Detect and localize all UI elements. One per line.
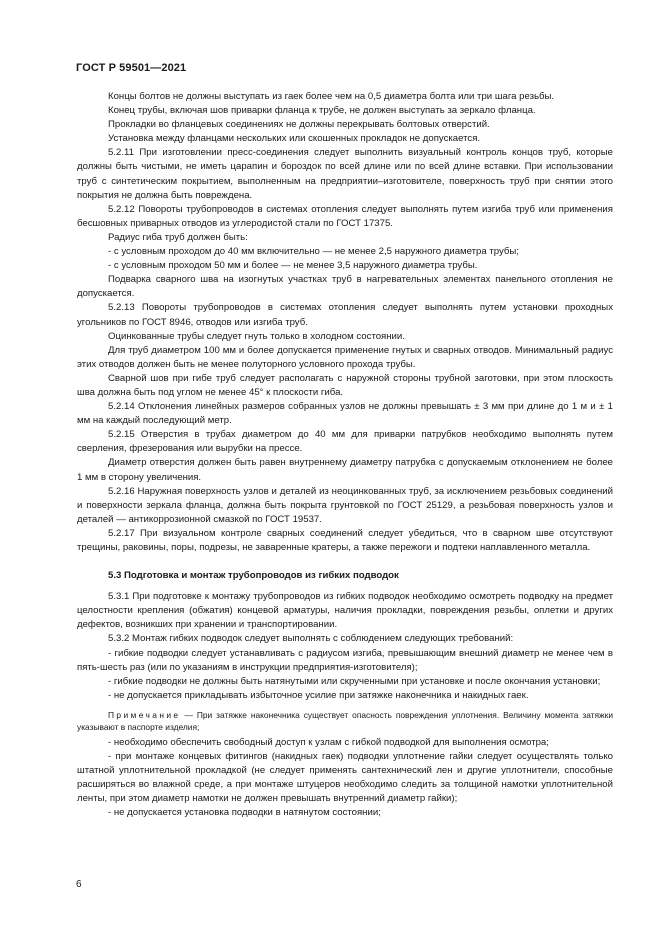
clause-5-3-2: 5.3.2 Монтаж гибких подводок следует выполнять с соблюдением следующих требований: <box>108 633 514 645</box>
list-item: - не допускается установка подводки в натянутом состоянии; <box>108 807 381 818</box>
list-item: - необходимо обеспечить свободный доступ к узлам с гибкой подводкой для выполнения осмотра; <box>108 736 549 748</box>
note-label: Примечание <box>108 709 181 720</box>
section-heading: 5.3 Подготовка и монтаж трубопроводов из гибких подводок <box>108 570 399 582</box>
paragraph: Диаметр отверстия должен быть равен внутреннему диаметру патрубка с допускаемым отклонением не более 1 мм в сторону увеличения. <box>77 457 613 483</box>
paragraph: Оцинкованные трубы следует гнуть только в холодном состоянии. <box>108 330 405 342</box>
list-item: - с условным проходом 50 мм и более — не менее 3,5 наружного диаметра трубы. <box>108 260 478 272</box>
list-item: - не допускается прикладывать избыточное усилие при затяжке наконечника и накидных гаек. <box>108 689 529 701</box>
list-item: - гибкие подводки следует устанавливать с радиусом изгиба, превышающим внешний диаметр не менее чем в пять-шесть раз (или по указаниям в инструкции предприятия-изготовителя); <box>77 647 613 673</box>
paragraph: Сварной шов при гибе труб следует располагать с наружной стороны трубной заготовки, при этом плоскость шва должна быть под углом не менее 45° к плоскости гиба. <box>77 372 613 398</box>
document-body <box>77 90 613 820</box>
clause-5-2-13: 5.2.13 Повороты трубопроводов в системах отопления следует выполнять путем установки проходных угольников по ГОСТ 8946, отводов или изгиба труб. <box>77 302 613 328</box>
note <box>77 709 613 734</box>
clause-5-2-11: 5.2.11 При изготовлении пресс-соединения следует выполнить визуальный контроль концов труб, которые должны быть чистыми, не иметь царапин и бороздок по всей длине или по всей длине вставки. При использовании труб с синтетическим покрытием, выполненным на предприятии–изготовителе, поверхность труб при снятии этого покрытия не должна быть повреждена. <box>77 147 613 201</box>
paragraph: Конец трубы, включая шов приварки фланца к трубе, не должен выступать за зеркало фланца. <box>108 105 536 117</box>
clause-5-2-17: 5.2.17 При визуальном контроле сварных соединений следует убедиться, что в сварном шве отсутствуют трещины, раковины, поры, подрезы, не заваренные кратеры, а также пережоги и подтеки наплавленного металла. <box>77 527 613 553</box>
paragraph: Радиус гиба труб должен быть: <box>108 231 248 243</box>
clause-5-2-15: 5.2.15 Отверстия в трубах диаметром до 40 мм для приварки патрубков необходимо выполнять путем сверления, фрезерования или вырубки на прессе. <box>77 429 613 455</box>
list-item: - при монтаже концевых фитингов (накидных гаек) подводки уплотнение гайки следует осуществлять только штатной уплотнительной прокладкой (не следует применять сантехнический лен и другие уплотнители, способные расширяться во влажной среде, а при монтаже штуцеров необходимо следить за толщиной намотки уплотнительной ленты, при этом диаметр намотки не должен превышать внутренний диаметр гайки); <box>77 750 613 804</box>
list-item: - гибкие подводки не должны быть натянутыми или скрученными при установке и после окончания установки; <box>108 675 601 687</box>
page-number: 6 <box>76 879 82 890</box>
clause-5-3-1: 5.3.1 При подготовке к монтажу трубопроводов из гибких подводок необходимо осмотреть подводку на предмет целостности крепления (обжатия) концевой арматуры, наличия прокладки, повреждения резьбы, оплетки и других дефектов, возникших при хранении и транспортировании. <box>77 591 613 631</box>
note-text: — При затяжке наконечника существует опасность повреждения уплотнения. Величину момента затяжки указывают в паспорте изделия; <box>77 709 613 733</box>
clause-5-2-14: 5.2.14 Отклонения линейных размеров собранных узлов не должны превышать ± 3 мм при длине до 1 м и ± 1 мм на каждый последующий метр. <box>77 401 613 427</box>
paragraph: Для труб диаметром 100 мм и более допускается применение гнутых и сварных отводов. Минимальный радиус этих отводов должен быть не менее полуторного условного прохода трубы. <box>77 344 613 370</box>
paragraph: Прокладки во фланцевых соединениях не должны перекрывать болтовых отверстий. <box>108 119 490 131</box>
clause-5-2-12: 5.2.12 Повороты трубопроводов в системах отопления следует выполнять путем изгиба труб или применения бесшовных приварных отводов из углеродистой стали по ГОСТ 17375. <box>77 203 613 229</box>
list-item: - с условным проходом до 40 мм включительно — не менее 2,5 наружного диаметра трубы; <box>108 246 519 258</box>
paragraph: Подварка сварного шва на изогнутых участках труб в нагревательных элементах панельного отопления не допускается. <box>77 274 613 300</box>
document-header: ГОСТ Р 59501—2021 <box>76 62 187 74</box>
clause-5-2-16: 5.2.16 Наружная поверхность узлов и деталей из неоцинкованных труб, за исключением резьбовых соединений и поверхности зеркала фланца, должна быть покрыта грунтовкой по ГОСТ 25129, а резьбовая поверхность узлов и деталей — антикоррозионной смазкой по ГОСТ 19537. <box>77 485 613 525</box>
paragraph: Установка между фланцами нескольких или скошенных прокладок не допускается. <box>108 133 481 145</box>
paragraph: Концы болтов не должны выступать из гаек более чем на 0,5 диаметра болта или три шага резьбы. <box>108 91 555 102</box>
